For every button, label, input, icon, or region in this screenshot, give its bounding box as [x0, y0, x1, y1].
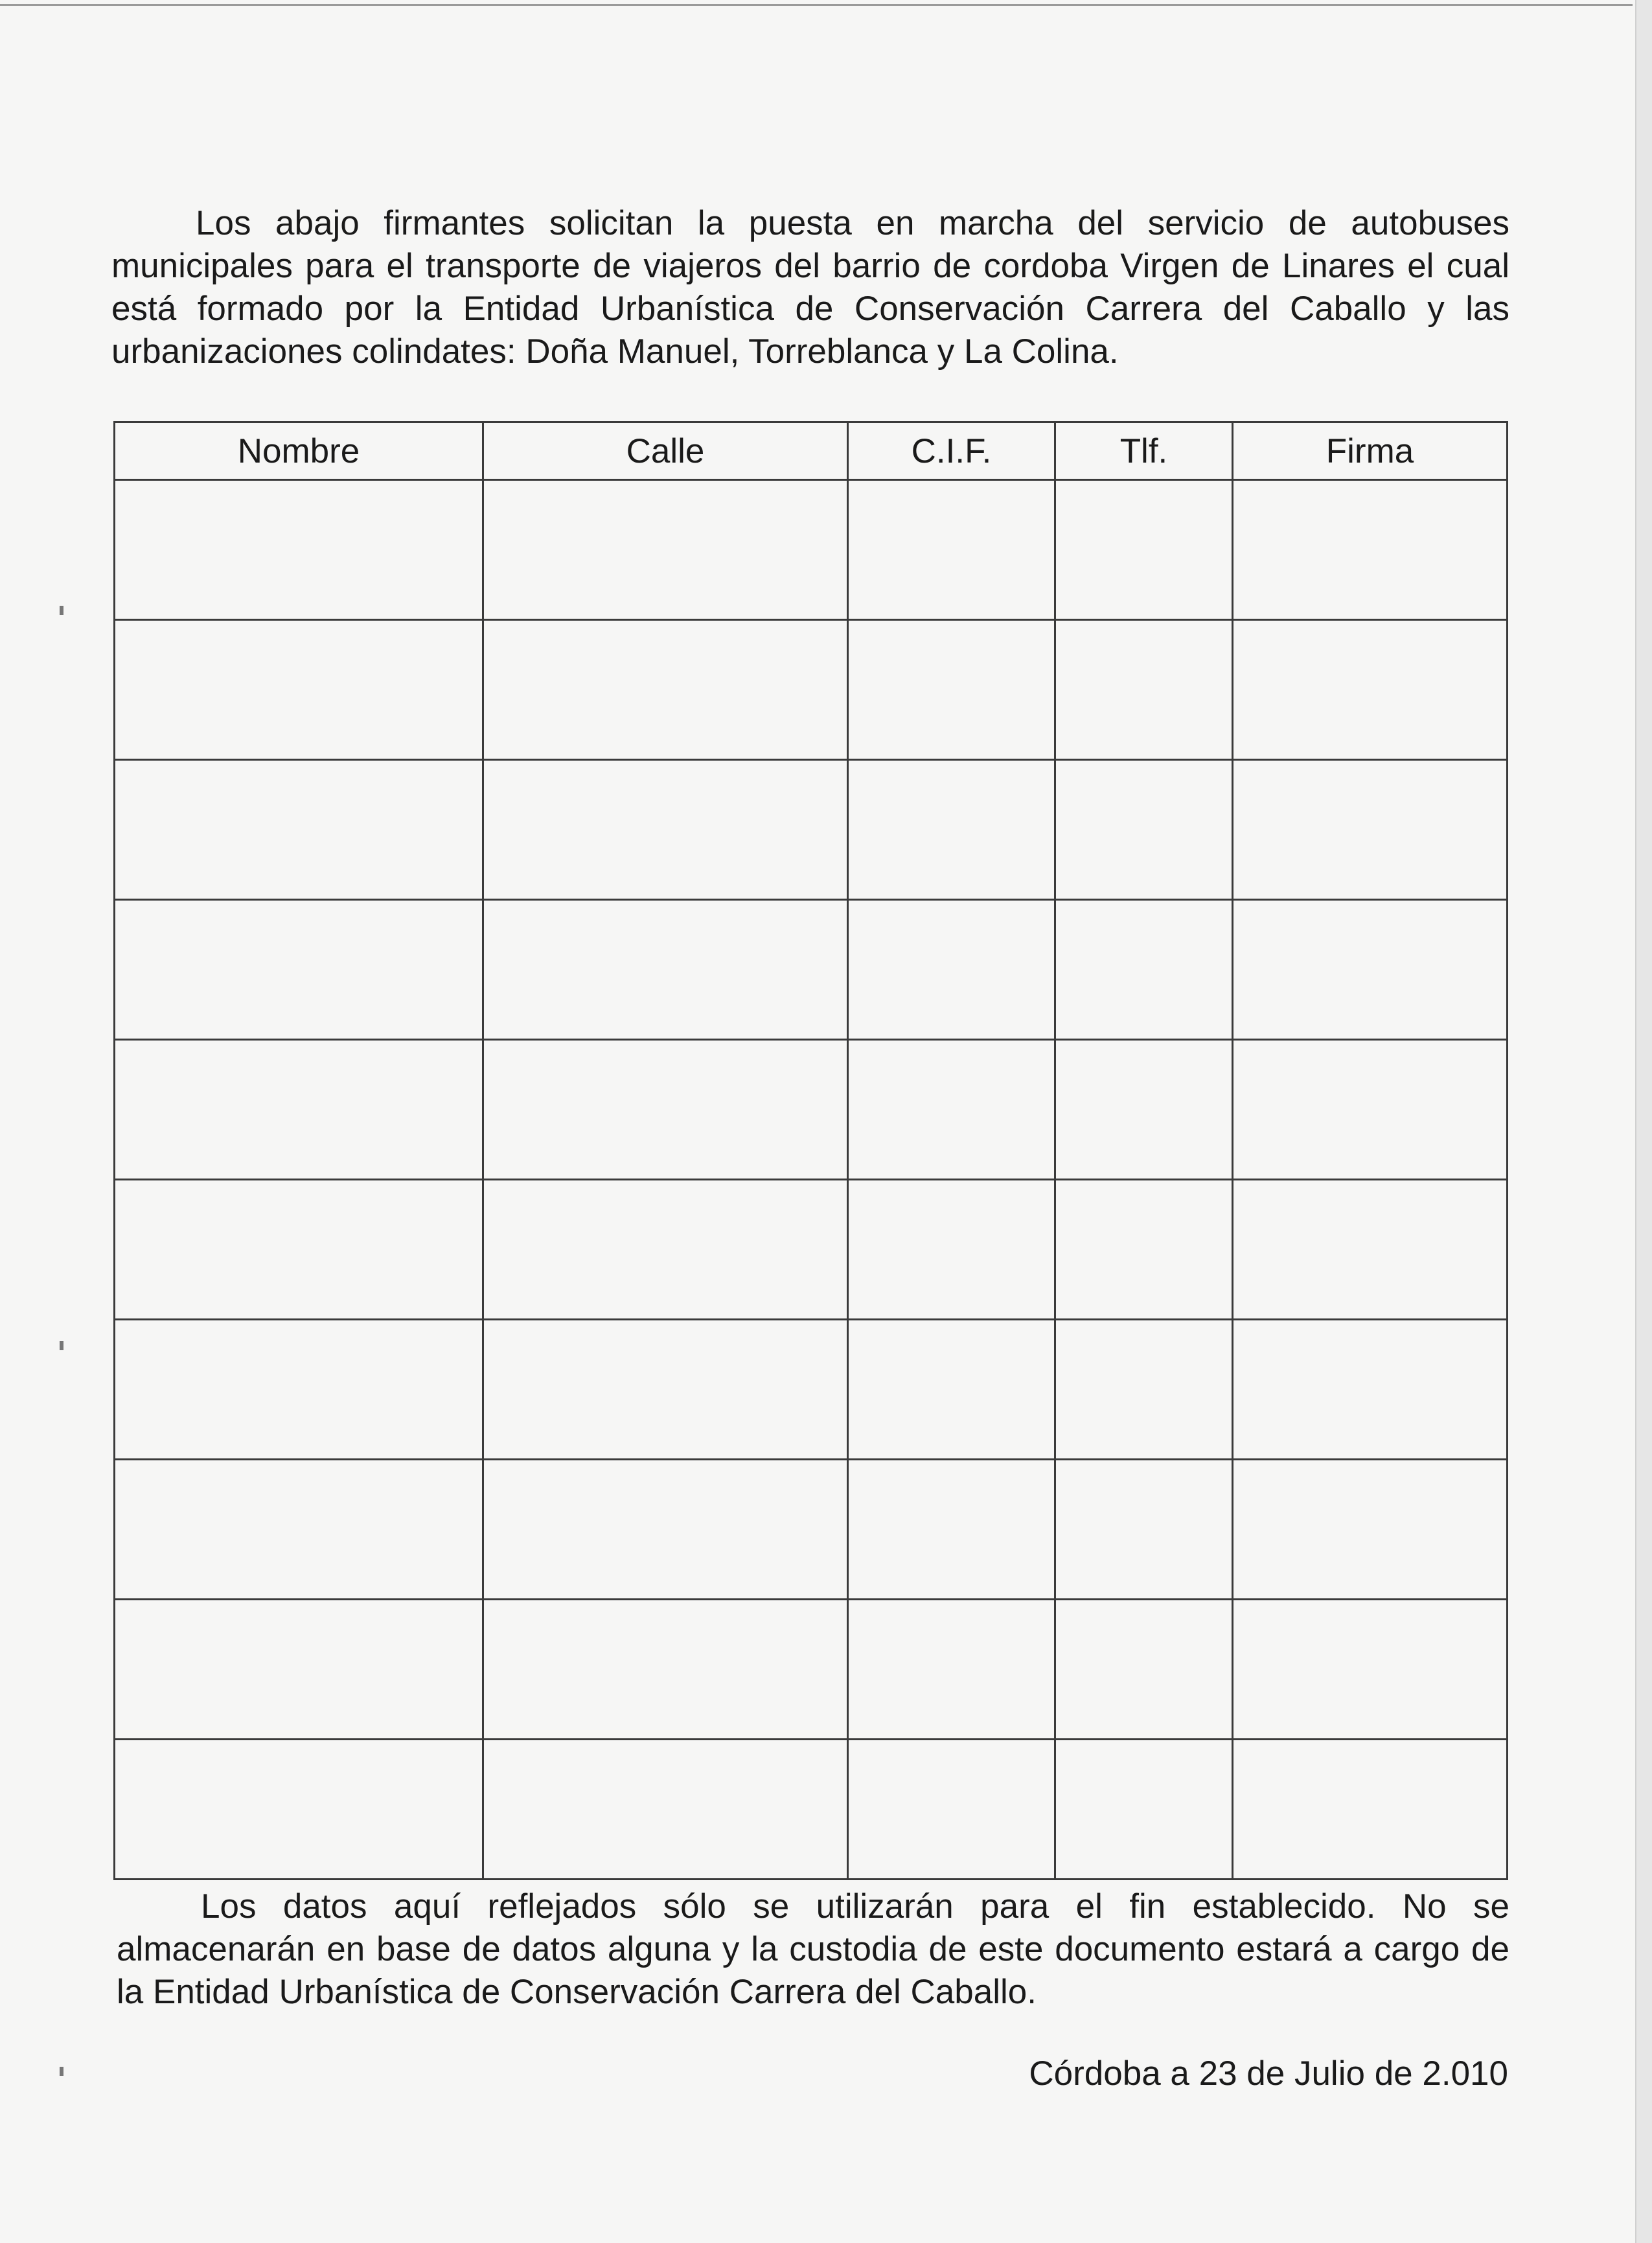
cell[interactable] — [1055, 1600, 1233, 1740]
cell[interactable] — [848, 900, 1055, 1040]
margin-mark — [60, 1341, 63, 1350]
header-calle: Calle — [483, 422, 848, 480]
table-row — [115, 900, 1508, 1040]
cell[interactable] — [115, 1180, 483, 1320]
table-row — [115, 1600, 1508, 1740]
cell[interactable] — [848, 480, 1055, 620]
cell[interactable] — [1233, 1320, 1508, 1460]
table-row — [115, 760, 1508, 900]
cell[interactable] — [483, 620, 848, 760]
cell[interactable] — [1233, 1740, 1508, 1880]
cell[interactable] — [483, 1740, 848, 1880]
cell[interactable] — [1055, 1320, 1233, 1460]
cell[interactable] — [483, 1460, 848, 1600]
cell[interactable] — [848, 620, 1055, 760]
cell[interactable] — [115, 1040, 483, 1180]
header-nombre: Nombre — [115, 422, 483, 480]
cell[interactable] — [1055, 480, 1233, 620]
cell[interactable] — [483, 1040, 848, 1180]
header-cif: C.I.F. — [848, 422, 1055, 480]
cell[interactable] — [1055, 620, 1233, 760]
cell[interactable] — [483, 480, 848, 620]
cell[interactable] — [115, 1740, 483, 1880]
cell[interactable] — [483, 900, 848, 1040]
cell[interactable] — [848, 1460, 1055, 1600]
cell[interactable] — [115, 1320, 483, 1460]
table-row — [115, 1460, 1508, 1600]
cell[interactable] — [1055, 1180, 1233, 1320]
cell[interactable] — [1233, 1460, 1508, 1600]
cell[interactable] — [115, 900, 483, 1040]
cell[interactable] — [1055, 1740, 1233, 1880]
date-line: Córdoba a 23 de Julio de 2.010 — [1029, 2054, 1508, 2093]
cell[interactable] — [1233, 900, 1508, 1040]
header-firma: Firma — [1233, 422, 1508, 480]
cell[interactable] — [848, 1600, 1055, 1740]
table-row — [115, 480, 1508, 620]
cell[interactable] — [115, 1460, 483, 1600]
table-row — [115, 1180, 1508, 1320]
cell[interactable] — [1233, 1180, 1508, 1320]
page-top-edge — [0, 0, 1633, 6]
cell[interactable] — [1233, 760, 1508, 900]
cell[interactable] — [1233, 1040, 1508, 1180]
cell[interactable] — [1055, 760, 1233, 900]
table-header-row — [115, 422, 1508, 480]
intro-paragraph: Los abajo firmantes solicitan la puesta en marcha del servicio de autobuses municipales para el transporte de viajeros del barrio de cordoba Virgen de Linares el cual está formado por la Entidad Urbanística de Conservación Carrera del Caballo y las urbanizaciones colindates: Doña Manuel, Torreblanca y La Colina. — [111, 204, 1509, 371]
cell[interactable] — [1055, 900, 1233, 1040]
table-row — [115, 1740, 1508, 1880]
cell[interactable] — [115, 760, 483, 900]
cell[interactable] — [483, 1600, 848, 1740]
cell[interactable] — [848, 1040, 1055, 1180]
privacy-note: Los datos aquí reflejados sólo se utilizarán para el fin establecido. No se almacenarán en base de datos alguna y la custodia de este documento estará a cargo de la Entidad Urbanística de Conservación Carrera del Caballo. — [117, 1887, 1509, 2011]
signature-table — [113, 421, 1508, 1880]
cell[interactable] — [848, 1320, 1055, 1460]
header-tlf: Tlf. — [1055, 422, 1233, 480]
cell[interactable] — [1233, 620, 1508, 760]
margin-mark — [60, 606, 63, 615]
table-row — [115, 1040, 1508, 1180]
cell[interactable] — [1055, 1460, 1233, 1600]
table-row — [115, 1320, 1508, 1460]
cell[interactable] — [115, 480, 483, 620]
cell[interactable] — [483, 1320, 848, 1460]
cell[interactable] — [1233, 480, 1508, 620]
cell[interactable] — [848, 1180, 1055, 1320]
cell[interactable] — [115, 620, 483, 760]
cell[interactable] — [483, 1180, 848, 1320]
cell[interactable] — [848, 760, 1055, 900]
cell[interactable] — [848, 1740, 1055, 1880]
cell[interactable] — [1055, 1040, 1233, 1180]
page-right-edge — [1635, 0, 1652, 2243]
cell[interactable] — [483, 760, 848, 900]
margin-mark — [60, 2067, 63, 2076]
cell[interactable] — [115, 1600, 483, 1740]
cell[interactable] — [1233, 1600, 1508, 1740]
table-row — [115, 620, 1508, 760]
